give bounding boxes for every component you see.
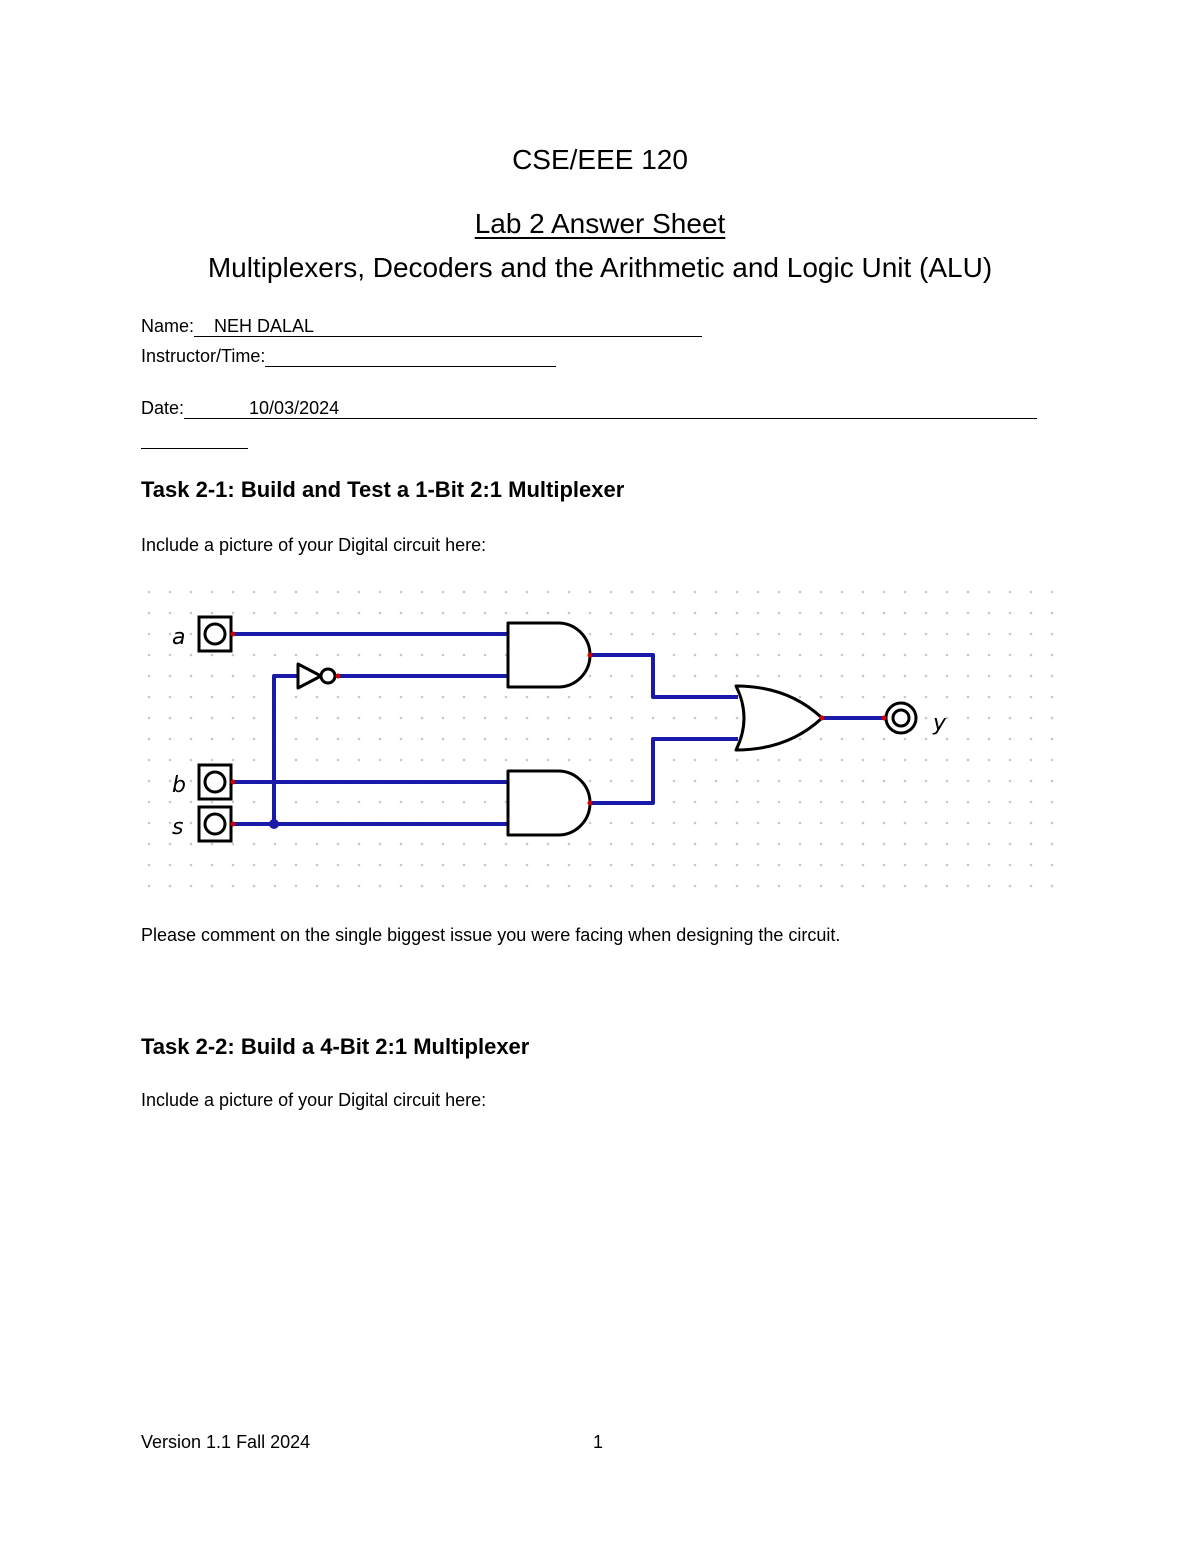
task1-prompt: Include a picture of your Digital circuit here:	[141, 535, 487, 555]
wire-junction	[269, 819, 279, 829]
comment-prompt: Please comment on the single biggest issue you were facing when designing the circuit.	[141, 925, 841, 945]
page-number: 1	[593, 1432, 604, 1452]
and-gate-bottom[interactable]	[508, 771, 593, 835]
input-pin-a[interactable]	[199, 617, 236, 651]
output-pin-y[interactable]	[882, 703, 917, 733]
name-row	[141, 316, 702, 337]
name-value[interactable]: NEH DALAL	[214, 316, 315, 336]
instructor-row	[141, 346, 556, 367]
input-label-a: a	[172, 625, 186, 650]
not-gate[interactable]	[298, 664, 341, 688]
name-blank-trail	[314, 316, 702, 337]
date-label: Date:	[141, 398, 185, 418]
task2-prompt: Include a picture of your Digital circuit here:	[141, 1090, 487, 1110]
wire-and2-out	[590, 739, 738, 803]
date-blank-lead	[184, 398, 249, 419]
input-label-b: b	[172, 773, 186, 798]
name-blank-lead	[194, 316, 214, 337]
footer-version: Version 1.1 Fall 2024	[141, 1432, 311, 1452]
lab-title-text: Lab 2 Answer Sheet	[474, 208, 726, 239]
mux-circuit-diagram	[140, 582, 1060, 890]
name-label: Name:	[141, 316, 195, 336]
date-blank-continued	[141, 428, 248, 449]
task2-heading: Task 2-2: Build a 4-Bit 2:1 Multiplexer	[141, 1034, 530, 1059]
output-label-y: y	[933, 711, 947, 736]
input-pin-s[interactable]	[199, 807, 236, 841]
instructor-label: Instructor/Time:	[141, 346, 266, 366]
input-pin-b[interactable]	[199, 765, 236, 799]
date-row	[141, 398, 1037, 419]
course-title: CSE/EEE 120	[512, 144, 688, 175]
or-gate[interactable]	[736, 686, 825, 750]
date-blank-trail	[339, 398, 1037, 419]
wire-s-to-not	[274, 676, 298, 824]
lab-subtitle: Multiplexers, Decoders and the Arithmetic and Logic Unit (ALU)	[207, 252, 993, 283]
lab-title	[0, 208, 1200, 240]
instructor-blank[interactable]	[265, 346, 556, 367]
date-value[interactable]: 10/03/2024	[249, 398, 340, 418]
task1-heading: Task 2-1: Build and Test a 1-Bit 2:1 Multiplexer	[141, 477, 625, 502]
and-gate-top[interactable]	[508, 623, 593, 687]
input-label-s: s	[172, 815, 184, 840]
